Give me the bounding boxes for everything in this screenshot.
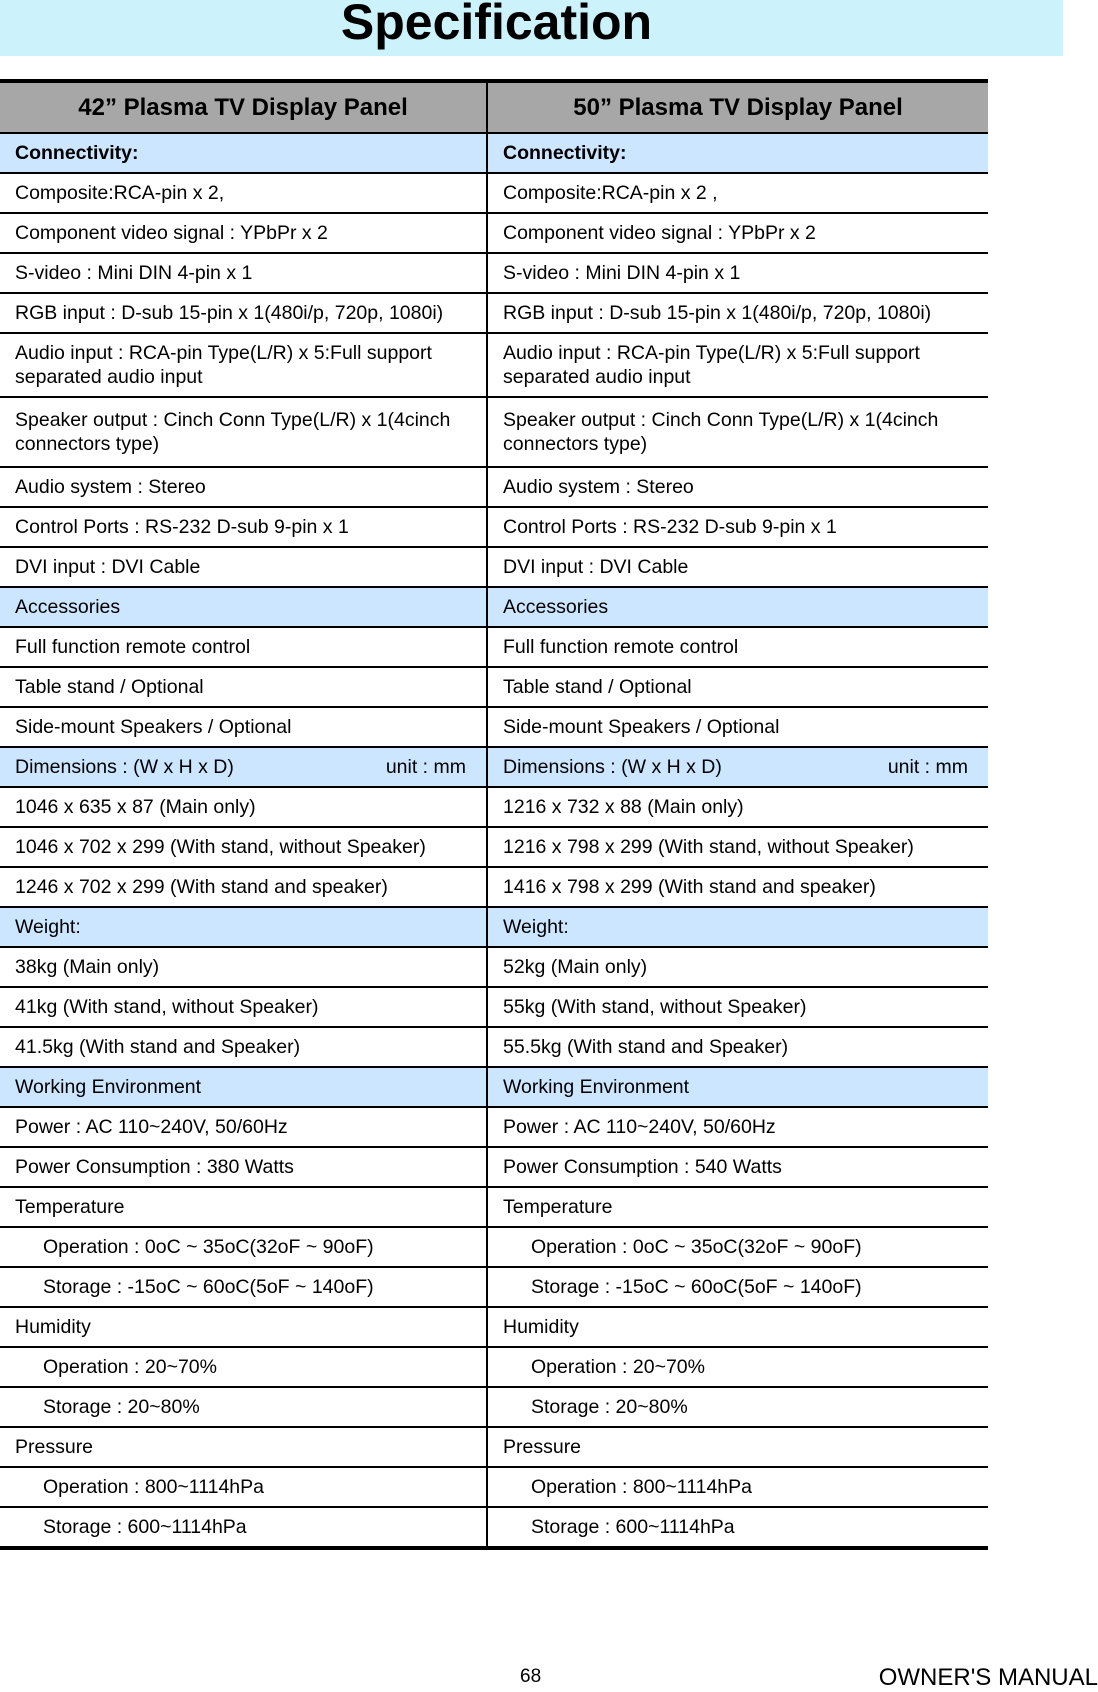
spec-cell: 1246 x 702 x 299 (With stand and speaker)	[0, 867, 487, 907]
spec-cell: Operation : 20~70%	[487, 1347, 988, 1387]
table-row	[0, 1347, 988, 1387]
spec-cell: Humidity	[0, 1307, 487, 1347]
spec-cell: Side-mount Speakers / Optional	[487, 707, 988, 747]
spec-cell: Humidity	[487, 1307, 988, 1347]
section-label: Weight:	[487, 907, 988, 947]
spec-cell: 41.5kg (With stand and Speaker)	[0, 1027, 487, 1067]
table-row	[0, 397, 988, 467]
table-row	[0, 1307, 988, 1347]
spec-cell: 41kg (With stand, without Speaker)	[0, 987, 487, 1027]
spec-cell: 1216 x 732 x 88 (Main only)	[487, 787, 988, 827]
spec-cell: DVI input : DVI Cable	[0, 547, 487, 587]
section-label: Dimensions : (W x H x D)	[503, 756, 722, 778]
spec-cell: RGB input : D-sub 15-pin x 1(480i/p, 720p, 1080i)	[0, 293, 487, 333]
spec-cell: Operation : 0oC ~ 35oC(32oF ~ 90oF)	[487, 1227, 988, 1267]
spec-cell: 1046 x 702 x 299 (With stand, without Speaker)	[0, 827, 487, 867]
table-row	[0, 293, 988, 333]
spec-cell: Audio input : RCA-pin Type(L/R) x 5:Full support separated audio input	[0, 333, 487, 397]
section-header-weight	[0, 907, 988, 947]
spec-cell: Audio input : RCA-pin Type(L/R) x 5:Full support separated audio input	[487, 333, 988, 397]
table-row	[0, 1147, 988, 1187]
spec-cell: Pressure	[487, 1427, 988, 1467]
spec-cell: Pressure	[0, 1427, 487, 1467]
spec-cell: 1216 x 798 x 299 (With stand, without Speaker)	[487, 827, 988, 867]
spec-cell: Power : AC 110~240V, 50/60Hz	[487, 1107, 988, 1147]
section-label: Accessories	[487, 587, 988, 627]
spec-cell: Operation : 800~1114hPa	[0, 1467, 487, 1507]
unit-label: unit : mm	[385, 756, 466, 778]
spec-cell: 1046 x 635 x 87 (Main only)	[0, 787, 487, 827]
spec-cell: Component video signal : YPbPr x 2	[487, 213, 988, 253]
spec-cell: Power Consumption : 380 Watts	[0, 1147, 487, 1187]
spec-cell: Audio system : Stereo	[0, 467, 487, 507]
title-band	[0, 0, 1063, 56]
section-cell	[487, 747, 988, 787]
unit-label: unit : mm	[887, 756, 968, 778]
section-label: Connectivity:	[0, 133, 487, 173]
table-row	[0, 507, 988, 547]
spec-cell: Storage : 20~80%	[0, 1387, 487, 1427]
spec-cell: Composite:RCA-pin x 2,	[0, 173, 487, 213]
spec-cell: DVI input : DVI Cable	[487, 547, 988, 587]
spec-cell: Full function remote control	[0, 627, 487, 667]
spec-cell: Storage : -15oC ~ 60oC(5oF ~ 140oF)	[487, 1267, 988, 1307]
spec-cell: Operation : 0oC ~ 35oC(32oF ~ 90oF)	[0, 1227, 487, 1267]
spec-cell: Temperature	[0, 1187, 487, 1227]
page-title: Specification	[340, 0, 653, 50]
section-label: Dimensions : (W x H x D)	[15, 756, 234, 778]
section-label: Accessories	[0, 587, 487, 627]
table-row	[0, 1227, 988, 1267]
spec-cell: Power Consumption : 540 Watts	[487, 1147, 988, 1187]
table-row	[0, 1267, 988, 1307]
table-row	[0, 333, 988, 397]
table-row	[0, 1187, 988, 1227]
section-header-connectivity	[0, 133, 988, 173]
spec-cell: Full function remote control	[487, 627, 988, 667]
spec-cell: 38kg (Main only)	[0, 947, 487, 987]
table-row	[0, 987, 988, 1027]
spec-cell: 55kg (With stand, without Speaker)	[487, 987, 988, 1027]
spec-cell: Table stand / Optional	[0, 667, 487, 707]
table-row	[0, 467, 988, 507]
spec-cell: Control Ports : RS-232 D-sub 9-pin x 1	[487, 507, 988, 547]
table-row	[0, 827, 988, 867]
table-row	[0, 787, 988, 827]
column-header-50: 50” Plasma TV Display Panel	[487, 81, 988, 133]
table-row	[0, 253, 988, 293]
spec-cell: 55.5kg (With stand and Speaker)	[487, 1027, 988, 1067]
spec-cell: Table stand / Optional	[487, 667, 988, 707]
spec-cell: RGB input : D-sub 15-pin x 1(480i/p, 720p, 1080i)	[487, 293, 988, 333]
section-header-environment	[0, 1067, 988, 1107]
section-header-accessories	[0, 587, 988, 627]
spec-cell: S-video : Mini DIN 4-pin x 1	[487, 253, 988, 293]
table-row	[0, 173, 988, 213]
table-row	[0, 213, 988, 253]
table-row	[0, 1507, 988, 1548]
section-label: Weight:	[0, 907, 487, 947]
spec-cell: Speaker output : Cinch Conn Type(L/R) x 1(4cinch connectors type)	[0, 397, 487, 467]
spec-cell: Speaker output : Cinch Conn Type(L/R) x 1(4cinch connectors type)	[487, 397, 988, 467]
section-header-dimensions	[0, 747, 988, 787]
table-row	[0, 547, 988, 587]
spec-cell: Power : AC 110~240V, 50/60Hz	[0, 1107, 487, 1147]
spec-cell: Operation : 20~70%	[0, 1347, 487, 1387]
table-row	[0, 627, 988, 667]
page-number: 68	[520, 1666, 542, 1687]
spec-table	[0, 79, 988, 1550]
spec-cell: 1416 x 798 x 299 (With stand and speaker)	[487, 867, 988, 907]
column-header-42: 42” Plasma TV Display Panel	[0, 81, 487, 133]
spec-cell: 52kg (Main only)	[487, 947, 988, 987]
manual-label: OWNER'S MANUAL	[878, 1664, 1098, 1691]
spec-cell: Temperature	[487, 1187, 988, 1227]
spec-cell: Storage : 600~1114hPa	[0, 1507, 487, 1548]
table-row	[0, 667, 988, 707]
table-header-row	[0, 81, 988, 133]
spec-cell: Component video signal : YPbPr x 2	[0, 213, 487, 253]
spec-cell: Side-mount Speakers / Optional	[0, 707, 487, 747]
table-row	[0, 1467, 988, 1507]
table-row	[0, 1027, 988, 1067]
table-row	[0, 707, 988, 747]
table-row	[0, 1107, 988, 1147]
spec-cell: Composite:RCA-pin x 2 ,	[487, 173, 988, 213]
table-row	[0, 867, 988, 907]
spec-cell: Storage : -15oC ~ 60oC(5oF ~ 140oF)	[0, 1267, 487, 1307]
spec-cell: Storage : 20~80%	[487, 1387, 988, 1427]
table-row	[0, 947, 988, 987]
section-label: Working Environment	[0, 1067, 487, 1107]
table-row	[0, 1427, 988, 1467]
section-label: Working Environment	[487, 1067, 988, 1107]
spec-cell: Operation : 800~1114hPa	[487, 1467, 988, 1507]
spec-cell: Audio system : Stereo	[487, 467, 988, 507]
spec-cell: S-video : Mini DIN 4-pin x 1	[0, 253, 487, 293]
spec-cell: Control Ports : RS-232 D-sub 9-pin x 1	[0, 507, 487, 547]
table-row	[0, 1387, 988, 1427]
spec-cell: Storage : 600~1114hPa	[487, 1507, 988, 1548]
section-cell	[0, 747, 487, 787]
section-label: Connectivity:	[487, 133, 988, 173]
